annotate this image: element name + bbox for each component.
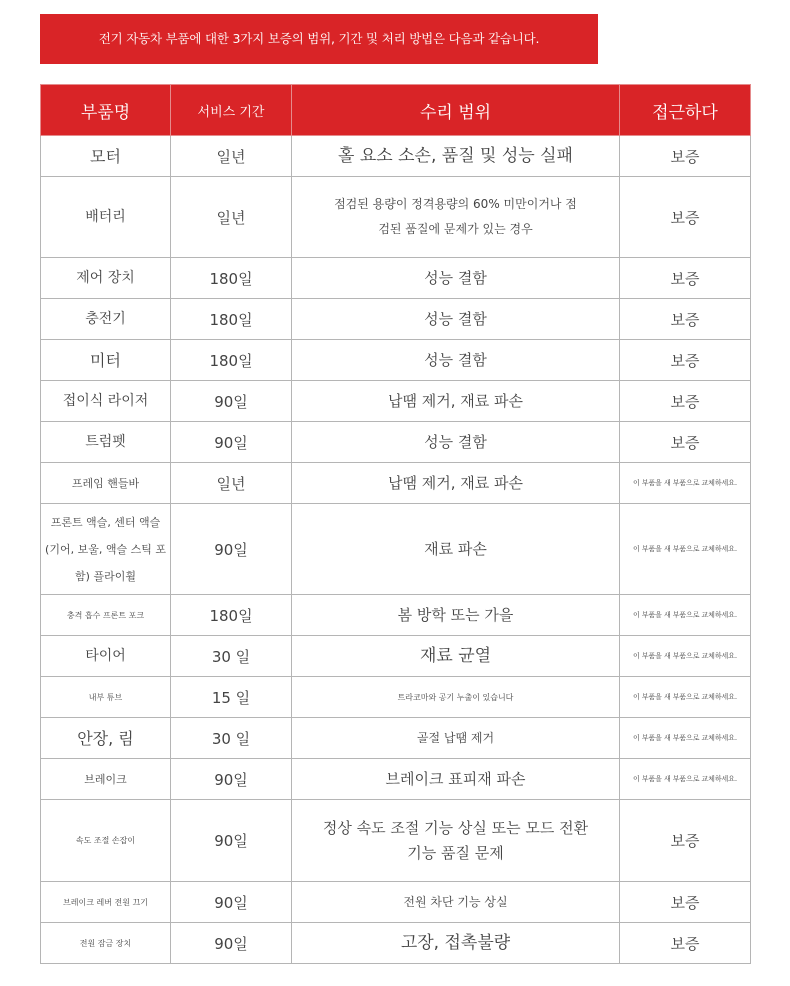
table-row bbox=[41, 636, 751, 677]
cell-part: 안장, 림 bbox=[41, 718, 171, 759]
table-row bbox=[41, 381, 751, 422]
table-row bbox=[41, 177, 751, 258]
cell-part: 속도 조절 손잡이 bbox=[41, 800, 171, 882]
cell-period: 90일 bbox=[171, 422, 292, 463]
cell-scope: 재료 파손 bbox=[292, 504, 620, 595]
table-row bbox=[41, 136, 751, 177]
table-row bbox=[41, 759, 751, 800]
cell-approach: 보증 bbox=[620, 882, 751, 923]
cell-approach: 보증 bbox=[620, 381, 751, 422]
cell-approach: 이 부품을 새 부품으로 교체하세요. bbox=[620, 595, 751, 636]
cell-approach: 보증 bbox=[620, 299, 751, 340]
cell-scope: 골절 납땜 제거 bbox=[292, 718, 620, 759]
cell-part: 타이어 bbox=[41, 636, 171, 677]
cell-scope: 점검된 용량이 정격용량의 60% 미만이거나 점검된 품질에 문제가 있는 경우 bbox=[292, 177, 620, 258]
table-row bbox=[41, 299, 751, 340]
cell-part: 배터리 bbox=[41, 177, 171, 258]
cell-approach: 이 부품을 새 부품으로 교체하세요. bbox=[620, 636, 751, 677]
header-service-period: 서비스 기간 bbox=[171, 85, 292, 136]
cell-period: 일년 bbox=[171, 136, 292, 177]
cell-approach: 이 부품을 새 부품으로 교체하세요. bbox=[620, 718, 751, 759]
cell-part: 프론트 액슬, 센터 액슬(기어, 보울, 액슬 스틱 포함) 플라이휠 bbox=[41, 504, 171, 595]
cell-part: 전원 잠금 장치 bbox=[41, 923, 171, 964]
warranty-table bbox=[40, 84, 751, 964]
table-header-row bbox=[41, 85, 751, 136]
cell-part: 모터 bbox=[41, 136, 171, 177]
header-repair-scope: 수리 범위 bbox=[292, 85, 620, 136]
cell-part: 트럼펫 bbox=[41, 422, 171, 463]
cell-period: 90일 bbox=[171, 759, 292, 800]
table-row bbox=[41, 882, 751, 923]
cell-scope: 성능 결함 bbox=[292, 422, 620, 463]
cell-part: 충전기 bbox=[41, 299, 171, 340]
cell-approach: 이 부품을 새 부품으로 교체하세요. bbox=[620, 677, 751, 718]
cell-approach: 보증 bbox=[620, 923, 751, 964]
cell-scope: 성능 결함 bbox=[292, 299, 620, 340]
warranty-intro-banner: 전기 자동차 부품에 대한 3가지 보증의 범위, 기간 및 처리 방법은 다음과 같습니다. bbox=[40, 14, 598, 64]
header-approach: 접근하다 bbox=[620, 85, 751, 136]
cell-scope: 트라코마와 공기 누출이 있습니다 bbox=[292, 677, 620, 718]
cell-period: 90일 bbox=[171, 882, 292, 923]
table-row bbox=[41, 340, 751, 381]
table-row bbox=[41, 258, 751, 299]
cell-period: 15 일 bbox=[171, 677, 292, 718]
cell-part: 브레이크 레버 전원 끄기 bbox=[41, 882, 171, 923]
cell-approach: 보증 bbox=[620, 340, 751, 381]
cell-part: 제어 장치 bbox=[41, 258, 171, 299]
cell-scope: 전원 차단 기능 상실 bbox=[292, 882, 620, 923]
table-row bbox=[41, 718, 751, 759]
cell-scope: 고장, 접촉불량 bbox=[292, 923, 620, 964]
cell-approach: 보증 bbox=[620, 422, 751, 463]
cell-scope: 정상 속도 조절 기능 상실 또는 모드 전환 기능 품질 문제 bbox=[292, 800, 620, 882]
cell-period: 90일 bbox=[171, 923, 292, 964]
cell-period: 180일 bbox=[171, 299, 292, 340]
cell-scope: 납땜 제거, 재료 파손 bbox=[292, 381, 620, 422]
cell-period: 180일 bbox=[171, 258, 292, 299]
cell-period: 90일 bbox=[171, 504, 292, 595]
cell-period: 180일 bbox=[171, 595, 292, 636]
cell-period: 30 일 bbox=[171, 636, 292, 677]
cell-scope: 브레이크 표피재 파손 bbox=[292, 759, 620, 800]
cell-approach: 보증 bbox=[620, 258, 751, 299]
cell-period: 90일 bbox=[171, 381, 292, 422]
cell-period: 30 일 bbox=[171, 718, 292, 759]
table-row bbox=[41, 504, 751, 595]
table-row bbox=[41, 677, 751, 718]
cell-scope: 봄 방학 또는 가을 bbox=[292, 595, 620, 636]
table-row bbox=[41, 595, 751, 636]
table-row bbox=[41, 463, 751, 504]
cell-part: 내부 튜브 bbox=[41, 677, 171, 718]
cell-approach: 이 부품을 새 부품으로 교체하세요. bbox=[620, 759, 751, 800]
cell-scope: 성능 결함 bbox=[292, 340, 620, 381]
table-row bbox=[41, 422, 751, 463]
cell-approach: 이 부품을 새 부품으로 교체하세요. bbox=[620, 504, 751, 595]
cell-approach: 보증 bbox=[620, 136, 751, 177]
cell-approach: 보증 bbox=[620, 800, 751, 882]
cell-approach: 보증 bbox=[620, 177, 751, 258]
cell-scope: 재료 균열 bbox=[292, 636, 620, 677]
cell-approach: 이 부품을 새 부품으로 교체하세요. bbox=[620, 463, 751, 504]
cell-period: 일년 bbox=[171, 463, 292, 504]
cell-scope: 홀 요소 소손, 품질 및 성능 실패 bbox=[292, 136, 620, 177]
cell-part: 충격 흡수 프론트 포크 bbox=[41, 595, 171, 636]
table-row bbox=[41, 800, 751, 882]
table-row bbox=[41, 923, 751, 964]
cell-period: 일년 bbox=[171, 177, 292, 258]
cell-part: 브레이크 bbox=[41, 759, 171, 800]
cell-part: 미터 bbox=[41, 340, 171, 381]
cell-part: 접이식 라이저 bbox=[41, 381, 171, 422]
cell-period: 180일 bbox=[171, 340, 292, 381]
cell-scope: 납땜 제거, 재료 파손 bbox=[292, 463, 620, 504]
cell-scope: 성능 결함 bbox=[292, 258, 620, 299]
cell-part: 프레임 핸들바 bbox=[41, 463, 171, 504]
cell-period: 90일 bbox=[171, 800, 292, 882]
header-part-name: 부품명 bbox=[41, 85, 171, 136]
